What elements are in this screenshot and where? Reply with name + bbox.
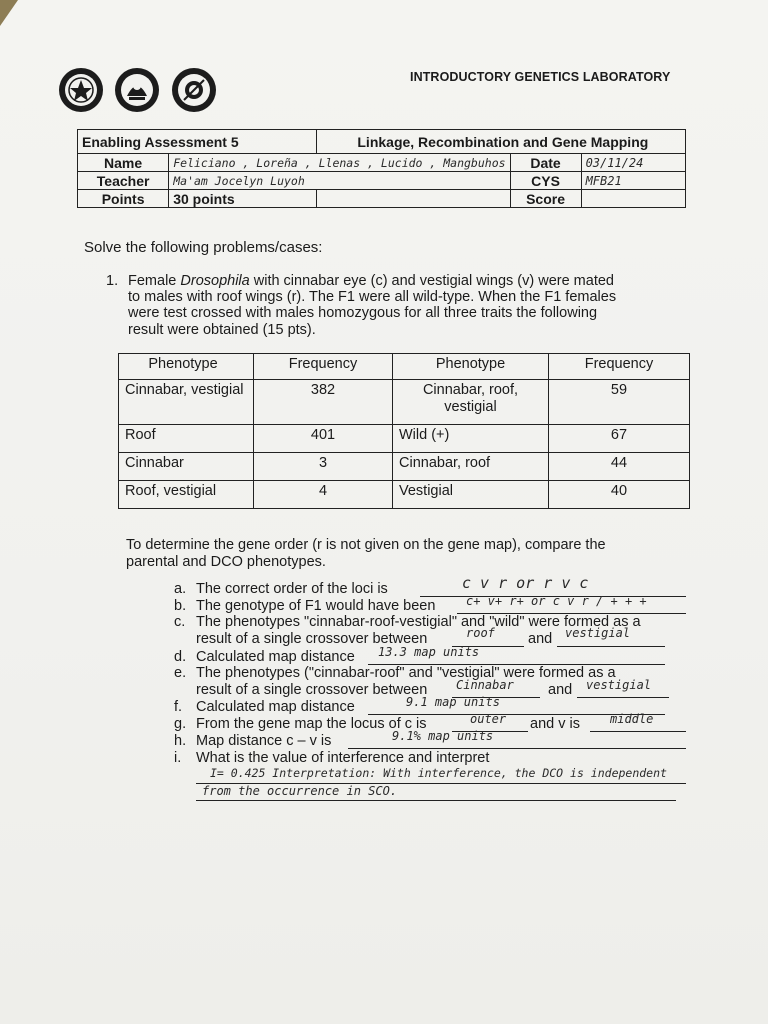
question-letter: i. — [174, 750, 182, 766]
table-cell: 382 — [254, 380, 393, 425]
table-cell: Vestigial — [393, 481, 549, 509]
question-letter: d. — [174, 649, 187, 665]
question-c-line-2: result of a single crossover between — [196, 631, 428, 647]
table-row — [119, 380, 690, 425]
answer-line — [577, 697, 669, 698]
question-letter: g. — [174, 716, 187, 732]
question-e-and: and — [548, 682, 573, 698]
table-cell: Wild (+) — [393, 425, 549, 453]
points-value: 30 points — [169, 190, 317, 208]
question-f-answer: 9.1 map units — [406, 695, 500, 709]
question-letter: f. — [174, 699, 183, 715]
question-a-answer: c v r or r v c — [462, 574, 589, 592]
score-value — [581, 190, 685, 208]
problem-line-2: to males with roof wings (r). The F1 were all wild-type. When the F1 females — [128, 289, 617, 305]
question-g-answer-1: outer — [470, 712, 507, 726]
question-f-text: Calculated map distance — [196, 699, 355, 715]
intro-line-1: To determine the gene order (r is not given on the gene map), compare the — [126, 537, 606, 553]
question-h-answer: 9.1% map units — [392, 729, 494, 743]
score-label: Score — [510, 190, 581, 208]
instructions: Solve the following problems/cases: — [84, 239, 323, 256]
question-i-answer-2: from the occurrence in SCO. — [202, 784, 398, 798]
table-cell: Cinnabar, roof, vestigial — [393, 380, 549, 425]
table-header: Frequency — [549, 354, 690, 380]
question-c-and: and — [528, 631, 553, 647]
table-cell: 44 — [549, 453, 690, 481]
problem-organism: Drosophila — [180, 273, 250, 289]
question-g-answer-2: middle — [610, 712, 654, 726]
table-cell: 401 — [254, 425, 393, 453]
problem-text-2: with cinnabar eye (c) and vestigial wings (v) were mated — [249, 273, 614, 289]
problem-text-1: Female — [128, 273, 181, 289]
problem-line-1 — [128, 273, 614, 289]
question-letter: a. — [174, 581, 187, 597]
cys-value: MFB21 — [581, 172, 685, 190]
teacher-label: Teacher — [78, 172, 169, 190]
points-label: Points — [78, 190, 169, 208]
intro-line-2: parental and DCO phenotypes. — [126, 554, 326, 570]
teacher-value: Ma'am Jocelyn Luyoh — [169, 172, 510, 190]
question-h-text: Map distance c – v is — [196, 733, 332, 749]
page-corner-mark — [0, 0, 18, 26]
table-cell: 4 — [254, 481, 393, 509]
name-label: Name — [78, 154, 169, 172]
question-letter: h. — [174, 733, 187, 749]
question-e-answer-1: Cinnabar — [456, 678, 514, 692]
problem-line-3: were test crossed with males homozygous for all three traits the following — [128, 305, 598, 321]
question-d-text: Calculated map distance — [196, 649, 355, 665]
table-header: Frequency — [254, 354, 393, 380]
table-cell: Roof — [119, 425, 254, 453]
table-row — [119, 425, 690, 453]
question-c-answer-1: roof — [466, 626, 495, 640]
question-i-answer-1: I= 0.425 Interpretation: With interference, the DCO is independent — [210, 766, 667, 780]
table-cell: 67 — [549, 425, 690, 453]
question-letter: b. — [174, 598, 187, 614]
question-g-and: and v is — [530, 716, 580, 732]
question-d-answer: 13.3 map units — [378, 645, 480, 659]
answer-line — [196, 800, 676, 801]
table-header: Phenotype — [393, 354, 549, 380]
table-cell: 40 — [549, 481, 690, 509]
table-cell: 3 — [254, 453, 393, 481]
answer-line — [590, 731, 686, 732]
question-letter: c. — [174, 614, 186, 630]
question-a-text: The correct order of the loci is — [196, 581, 388, 597]
question-e-line-2: result of a single crossover between — [196, 682, 428, 698]
logo-row — [58, 66, 226, 114]
date-label: Date — [510, 154, 581, 172]
lab-title: INTRODUCTORY GENETICS LABORATORY — [410, 70, 671, 84]
cys-label: CYS — [510, 172, 581, 190]
problem-number: 1. — [106, 273, 119, 289]
table-header: Phenotype — [119, 354, 254, 380]
question-c-answer-2: vestigial — [565, 626, 631, 640]
table-cell: Roof, vestigial — [119, 481, 254, 509]
question-e-line-1: The phenotypes ("cinnabar-roof" and "vestigial" were formed as a — [196, 665, 616, 681]
department-seal-icon — [172, 68, 216, 112]
name-value: Feliciano , Loreña , Llenas , Lucido , Mangbuhos — [169, 154, 510, 172]
question-e-answer-2: vestigial — [586, 678, 652, 692]
problem-line-4: result were obtained (15 pts). — [128, 322, 316, 338]
table-row — [119, 453, 690, 481]
college-seal-icon — [115, 68, 159, 112]
date-value: 03/11/24 — [581, 154, 685, 172]
table-row — [119, 481, 690, 509]
question-letter: e. — [174, 665, 187, 681]
question-c-line-1: The phenotypes "cinnabar-roof-vestigial" and "wild" were formed as a — [196, 614, 641, 630]
university-seal-icon — [59, 68, 103, 112]
blank-cell — [317, 190, 510, 208]
question-b-text: The genotype of F1 would have been — [196, 598, 436, 614]
table-cell: Cinnabar — [119, 453, 254, 481]
question-i-text: What is the value of interference and interpret — [196, 750, 490, 766]
answer-line — [557, 646, 665, 647]
answer-line — [348, 748, 686, 749]
assessment-label: Enabling Assessment 5 — [78, 130, 317, 154]
question-g-text: From the gene map the locus of c is — [196, 716, 427, 732]
info-table — [77, 129, 686, 208]
table-cell: 59 — [549, 380, 690, 425]
topic-label: Linkage, Recombination and Gene Mapping — [317, 130, 686, 154]
question-b-answer: c+ v+ r+ or c v r / + + + — [466, 594, 647, 608]
table-cell: Cinnabar, roof — [393, 453, 549, 481]
phenotype-table — [118, 353, 690, 509]
table-cell: Cinnabar, vestigial — [119, 380, 254, 425]
